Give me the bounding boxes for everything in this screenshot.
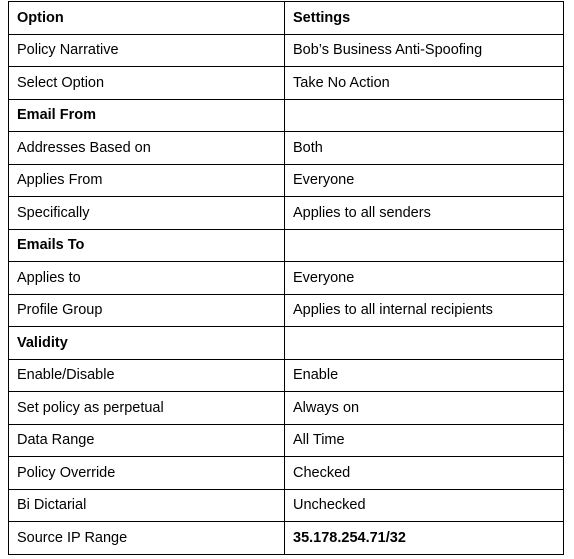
table-header-row: [9, 2, 564, 35]
option-cell: Select Option: [9, 67, 285, 100]
table-row: [9, 424, 564, 457]
value-cell: Applies to all senders: [285, 197, 564, 230]
option-cell: Profile Group: [9, 294, 285, 327]
option-cell: Enable/Disable: [9, 359, 285, 392]
table-row: [9, 67, 564, 100]
value-cell: Applies to all internal recipients: [285, 294, 564, 327]
header-settings: Settings: [285, 2, 564, 35]
option-cell: Data Range: [9, 424, 285, 457]
option-cell: Specifically: [9, 197, 285, 230]
option-cell: Applies From: [9, 164, 285, 197]
section-row-validity: [9, 327, 564, 360]
value-cell: [285, 327, 564, 360]
value-cell: [285, 99, 564, 132]
source-ip-value: 35.178.254.71/32: [285, 522, 564, 555]
table-row: [9, 132, 564, 165]
value-cell: All Time: [285, 424, 564, 457]
settings-table: [8, 1, 564, 555]
value-cell: Everyone: [285, 164, 564, 197]
table-row: [9, 294, 564, 327]
table-row: [9, 164, 564, 197]
value-cell: Enable: [285, 359, 564, 392]
option-cell: Policy Narrative: [9, 34, 285, 67]
table-row: [9, 392, 564, 425]
table-row: [9, 359, 564, 392]
value-cell: Take No Action: [285, 67, 564, 100]
section-row-emails-to: [9, 229, 564, 262]
option-cell: Set policy as perpetual: [9, 392, 285, 425]
table-row: [9, 522, 564, 555]
table-row: [9, 489, 564, 522]
section-heading: Emails To: [9, 229, 285, 262]
option-cell: Applies to: [9, 262, 285, 295]
table-row: [9, 262, 564, 295]
option-cell: Policy Override: [9, 457, 285, 490]
table-row: [9, 457, 564, 490]
table-row: [9, 34, 564, 67]
value-cell: Everyone: [285, 262, 564, 295]
value-cell: Checked: [285, 457, 564, 490]
value-cell: [285, 229, 564, 262]
value-cell: Always on: [285, 392, 564, 425]
value-cell: Both: [285, 132, 564, 165]
section-heading: Email From: [9, 99, 285, 132]
section-heading: Validity: [9, 327, 285, 360]
option-cell: Source IP Range: [9, 522, 285, 555]
header-option: Option: [9, 2, 285, 35]
value-cell: Unchecked: [285, 489, 564, 522]
section-row-email-from: [9, 99, 564, 132]
table-row: [9, 197, 564, 230]
value-cell: Bob’s Business Anti-Spoofing: [285, 34, 564, 67]
option-cell: Addresses Based on: [9, 132, 285, 165]
option-cell: Bi Dictarial: [9, 489, 285, 522]
